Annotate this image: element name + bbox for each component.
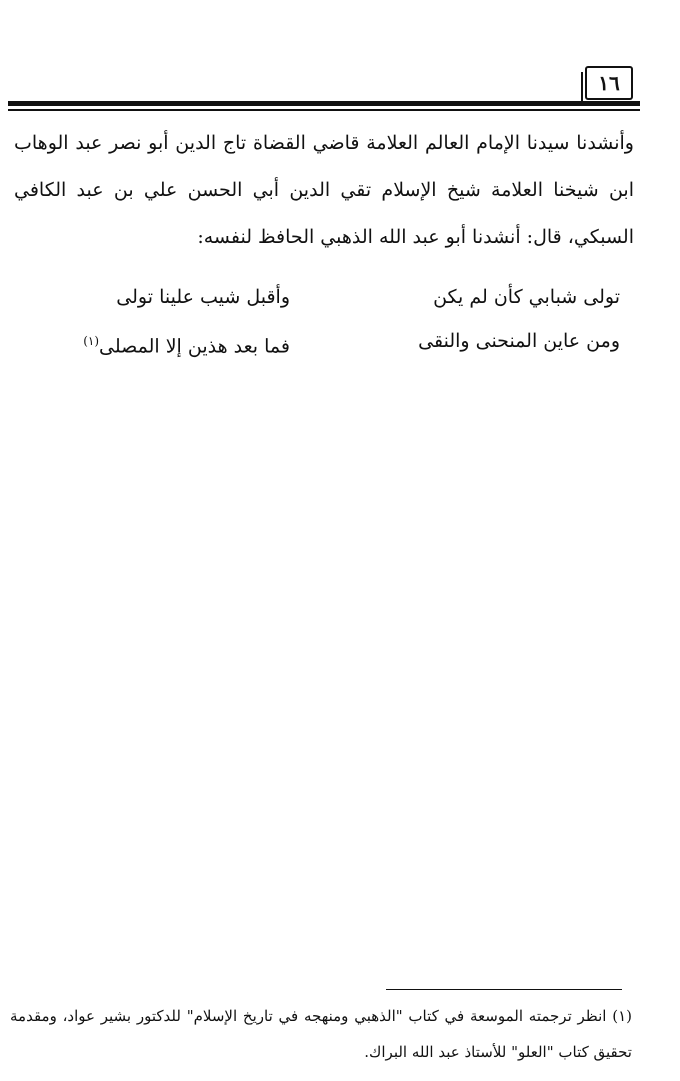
verse-2-second-hemistich-wrap	[60, 326, 290, 361]
page-number-text: ١٦	[598, 71, 620, 95]
paragraph-text: وأنشدنا سيدنا الإمام العالم العلامة قاضي القضاة تاج الدين أبو نصر عبد الوهاب ابن شيخنا العلامة شيخ الإسلام تقي الدين أبي الحسن علي بن عبد الكافي السبكي، قال: أنشدنا أبو عبد الله الذهبي الحافظ لنفسه:	[14, 132, 634, 248]
verse-2-second-hemistich: فما بعد هذين إلا المصلى	[99, 335, 290, 358]
verse-2-first-hemistich: ومن عاين المنحنى والنقى	[418, 330, 620, 352]
footnote-reference: (١)	[83, 334, 100, 348]
body-paragraph	[14, 120, 634, 261]
header-rule	[8, 101, 640, 106]
footnote-1: (١) انظر ترجمته الموسعة في كتاب "الذهبي ومنهجه في تاريخ الإسلام" للدكتور بشير عواد، ومقدمة تحقيق كتاب "العلو" للأستاذ عبد الله البراك.	[10, 1007, 632, 1061]
header-rule-thin	[8, 109, 640, 111]
poem-verse-2	[60, 326, 620, 361]
footnote-separator	[386, 989, 622, 990]
footnotes	[10, 998, 632, 1070]
page-number	[585, 66, 633, 100]
poem-verse-1	[60, 282, 620, 312]
verse-1-first-hemistich: تولى شبابي كأن لم يكن	[433, 286, 620, 308]
verse-1-second-hemistich: وأقبل شيب علينا تولى	[116, 286, 290, 308]
